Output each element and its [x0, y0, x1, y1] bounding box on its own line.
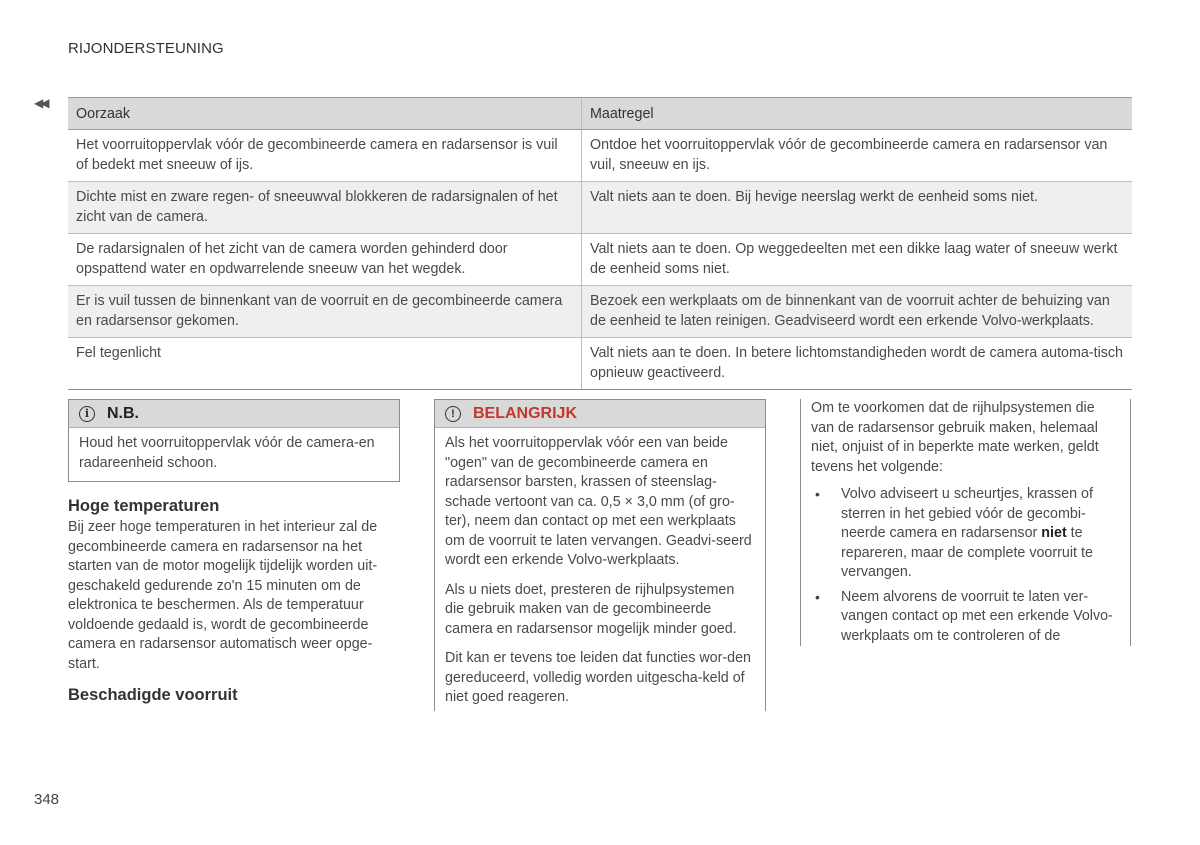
exclamation-icon: ! — [445, 406, 461, 422]
list-item — [811, 588, 1120, 647]
advice-list — [811, 485, 1120, 646]
bullet-text-pre: Volvo adviseert u scheurtjes, krassen of sterren in het gebied vóór de gecombi-neerde camera en radarsensor — [841, 486, 1093, 541]
cause-cell: Het voorruitoppervlak vóór de gecombineerde camera en radarsensor is vuil of bedekt met sneeuw of ijs. — [68, 130, 582, 182]
note-title: N.B. — [107, 404, 139, 422]
important-paragraph: Dit kan er tevens toe leiden dat functies wor-den gereduceerd, volledig worden uitgescha-keld of niet goed reageren. — [445, 650, 751, 705]
table-row — [68, 286, 1132, 338]
important-paragraph: Als het voorruitoppervlak vóór een van beide "ogen" van de gecombineerde camera en radarsensor barsten, krassen of steenslag-schade vertoont van ca. 0,5 × 3,0 mm (of gro-ter), neem dan contact op met een werkplaats om de voorruit te laten vervangen. Geadvi-seerd wordt een erkende Volvo-werkplaats. — [445, 435, 752, 568]
table-row — [68, 234, 1132, 286]
cause-cell: Dichte mist en zware regen- of sneeuwval blokkeren de radarsignalen of het zicht van de camera. — [68, 182, 582, 234]
heading-high-temperatures: Hoge temperaturen — [68, 497, 220, 515]
cause-cell: Fel tegenlicht — [68, 338, 582, 390]
action-cell: Ontdoe het voorruitoppervlak vóór de gecombineerde camera en radarsensor van vuil, sneeuw en ijs. — [582, 130, 1133, 182]
list-item — [811, 485, 1120, 583]
cause-cell: Er is vuil tussen de binnenkant van de voorruit en de gecombineerde camera en radarsensor gekomen. — [68, 286, 582, 338]
bullet-icon: • — [815, 486, 820, 502]
action-cell: Bezoek een werkplaats om de binnenkant van de voorruit achter de behuizing van de eenheid te laten reinigen. Geadviseerd wordt een erkende Volvo-werkplaats. — [582, 286, 1133, 338]
cause-cell: De radarsignalen of het zicht van de camera worden gehinderd door opspattend water en opdwarrelende sneeuw van het wegdek. — [68, 234, 582, 286]
info-icon: i — [79, 406, 95, 422]
header-action: Maatregel — [582, 98, 1133, 130]
table-row — [68, 182, 1132, 234]
action-cell: Valt niets aan te doen. Op weggedeelten met een dikke laag water of sneeuw werkt de eenheid soms niet. — [582, 234, 1133, 286]
important-header — [435, 400, 765, 428]
table-header-row — [68, 98, 1132, 130]
action-cell: Valt niets aan te doen. Bij hevige neerslag werkt de eenheid soms niet. — [582, 182, 1133, 234]
note-header — [69, 400, 399, 428]
important-paragraph: Als u niets doet, presteren de rijhulpsystemen die gebruik maken van de gecombineerde camera en radarsensor mogelijk minder goed. — [445, 581, 737, 637]
bullet-icon: • — [815, 588, 820, 605]
windscreen-advice-column — [800, 399, 1131, 646]
important-title: BELANGRIJK — [473, 404, 578, 422]
table-row — [68, 130, 1132, 182]
section-title: RIJONDERSTEUNING — [68, 40, 224, 57]
high-temperatures-text: Bij zeer hoge temperaturen in het interieur zal de gecombineerde camera en radarsensor na het starten van de motor mogelijk tijdelijk worden uit-geschakeld gedurende zo'n 15 minuten om de elektronica te beschermen. Als de temperatuur voldoende gedaald is, wordt de gecombineerde camera en radarsensor automatisch weer opge-start. — [68, 519, 378, 672]
bullet-text-bold: niet — [1041, 525, 1067, 541]
action-cell: Valt niets aan te doen. In betere lichtomstandigheden wordt de camera automa-tisch opnieuw geactiveerd. — [582, 338, 1133, 390]
cause-action-table — [68, 97, 1132, 390]
heading-damaged-windscreen: Beschadigde voorruit — [68, 686, 238, 704]
important-body — [435, 428, 765, 716]
page-number: 348 — [34, 791, 60, 808]
continued-from-previous-icon: ◀◀ — [34, 96, 47, 110]
note-box — [68, 399, 400, 482]
table-row — [68, 338, 1132, 390]
note-text: Houd het voorruitoppervlak vóór de camera-en radareenheid schoon. — [79, 435, 375, 471]
important-box — [434, 399, 766, 711]
header-cause: Oorzaak — [68, 98, 582, 130]
bullet-text: Neem alvorens de voorruit te laten ver-vangen contact op met een erkende Volvo-werkplaats om te controleren of de — [841, 588, 1113, 644]
advice-intro: Om te voorkomen dat de rijhulpsystemen die van de radarsensor gebruik maken, helemaal niet, onjuist of in beperkte mate werken, geldt tevens het volgende: — [811, 400, 1099, 475]
bullet-text-post: te repareren, maar de complete voorruit te vervangen. — [841, 525, 1093, 580]
